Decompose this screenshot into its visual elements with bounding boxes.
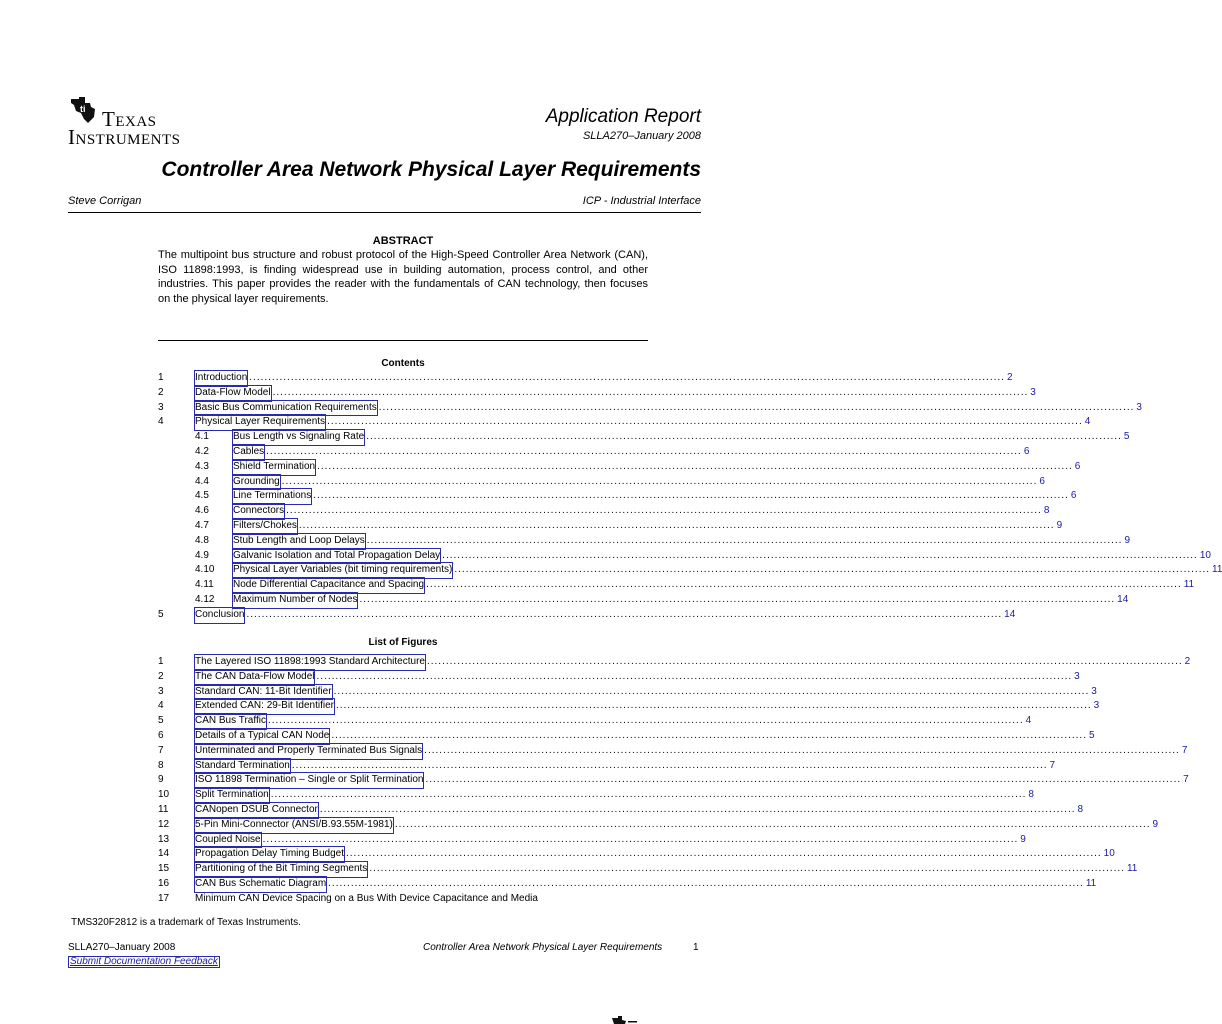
contents-entry-page[interactable]: 3	[1030, 386, 1036, 398]
contents-entry[interactable]	[158, 415, 1091, 430]
figure-entry-leader: ........................................................................................................................................................................................................	[424, 744, 1180, 756]
figure-entry[interactable]	[158, 714, 1032, 729]
figure-entry-leader: ........................................................................................................................................................................................................	[369, 863, 1125, 875]
figure-entry[interactable]	[158, 685, 1097, 700]
figure-entry-number: 14	[158, 848, 170, 860]
contents-entry-number: 4.2	[195, 445, 209, 457]
figure-entry-leader: ........................................................................................................................................................................................................	[426, 656, 1183, 667]
contents-entry[interactable]	[158, 445, 1030, 460]
figure-entry-title[interactable]: Propagation Delay Timing Budget	[195, 847, 344, 862]
figure-entry-title[interactable]: Partitioning of the Bit Timing Segments	[195, 862, 367, 877]
abstract-divider	[158, 340, 648, 341]
figure-entry-page[interactable]: 11	[1085, 877, 1097, 889]
contents-entry[interactable]	[158, 534, 1131, 549]
contents-entry-title[interactable]: Data-Flow Model	[195, 386, 271, 401]
figure-entry-page[interactable]: 4	[1025, 715, 1032, 727]
figure-entry[interactable]	[158, 833, 1026, 848]
abstract-heading: ABSTRACT	[372, 235, 434, 247]
figure-entry-title[interactable]: Details of a Typical CAN Node	[195, 729, 329, 744]
contents-entry-page[interactable]: 6	[1039, 475, 1045, 487]
ti-logo	[68, 95, 208, 149]
contents-entry-page[interactable]: 6	[1070, 490, 1077, 502]
trademark-note: TMS320F2812 is a trademark of Texas Instruments.	[71, 917, 301, 928]
figure-entry-link[interactable]	[195, 818, 1159, 833]
figure-entry[interactable]	[158, 655, 1191, 670]
page-number: 1	[693, 942, 699, 953]
contents-entry[interactable]	[158, 593, 1129, 608]
contents-entry-link[interactable]	[233, 504, 1050, 519]
figure-entry-link[interactable]	[195, 773, 1189, 788]
contents-entry-number: 4.10	[195, 564, 215, 576]
contents-entry-link[interactable]	[233, 489, 1077, 504]
contents-entry-link[interactable]	[233, 519, 1063, 534]
division: ICP - Industrial Interface	[582, 195, 701, 207]
contents-entry-number: 4.3	[195, 460, 209, 472]
contents-entry-page[interactable]: 11	[1212, 564, 1222, 576]
figure-entry-title[interactable]: Extended CAN: 29-Bit Identifier	[195, 699, 334, 714]
contents-entry-page[interactable]: 14	[1117, 593, 1129, 605]
contents-entry-number: 4.1	[195, 431, 209, 443]
figure-entry-leader: ........................................................................................................................................................................................................	[425, 774, 1182, 786]
contents-entry-leader: ........................................................................................................................................................................................................	[426, 579, 1182, 591]
figure-entry-link[interactable]	[195, 892, 648, 907]
figure-entry[interactable]	[158, 759, 1056, 774]
contents-entry-title[interactable]: Filters/Chokes	[233, 519, 297, 534]
contents-entry-title[interactable]: Cables	[233, 445, 264, 460]
contents-entry-link[interactable]	[233, 563, 1222, 578]
contents-entry-number: 4.11	[195, 579, 214, 591]
logo-text-texas: Texas	[102, 107, 157, 131]
contents-entry-number: 4.8	[195, 534, 209, 546]
figure-entry-page[interactable]: 7	[1049, 759, 1056, 771]
figure-entry-link[interactable]	[195, 759, 1056, 774]
contents-entry-link[interactable]	[195, 401, 1142, 416]
figure-entry-number: 16	[158, 877, 170, 889]
figure-entry-leader: ........................................................................................................................................................................................................	[267, 715, 1024, 727]
figure-entry-link[interactable]	[195, 877, 1097, 892]
contents-entry-title[interactable]: Conclusion	[195, 608, 244, 623]
figure-entry-link[interactable]	[195, 714, 1032, 729]
contents-entry-leader: ........................................................................................................................................................................................................	[359, 593, 1116, 605]
contents-heading: Contents	[381, 358, 425, 369]
figure-entry-title[interactable]: 5-Pin Mini-Connector (ANSI/B.93.55M-1981)	[195, 818, 393, 833]
figure-entry-number: 8	[158, 759, 164, 771]
contents-entry-page[interactable]: 5	[1123, 431, 1130, 443]
figure-entry-page[interactable]: 5	[1089, 729, 1095, 741]
contents-entry-number: 4.9	[195, 549, 209, 561]
contents-entry[interactable]	[158, 460, 1081, 475]
figure-entry-number: 1	[158, 656, 164, 667]
contents-entry[interactable]	[158, 386, 1036, 401]
figure-entry-leader: ........................................................................................................................................................................................................	[335, 700, 1092, 712]
figure-entry-number: 4	[158, 700, 164, 712]
figure-entry-number: 17	[158, 892, 170, 904]
figure-entry-title[interactable]: The CAN Data-Flow Model	[195, 670, 314, 685]
figure-entry-page[interactable]: 10	[1103, 848, 1115, 860]
abstract-text: The multipoint bus structure and robust protocol of the High-Speed Controller Area Network (CAN), ISO 11898:1993, is finding widespread use in building automation, process control, and other industries. This paper provides the reader with the fundamentals of CAN technology, then focuses on the physical layer requirements.	[158, 249, 648, 305]
figure-entry-page[interactable]: 8	[1028, 789, 1034, 801]
figure-entry-link[interactable]	[195, 670, 1080, 685]
figure-entry[interactable]	[158, 877, 1097, 892]
contents-entry-number: 2	[158, 386, 164, 398]
figure-entry[interactable]	[158, 773, 1189, 788]
figure-entry-number: 11	[158, 803, 169, 815]
figure-entry[interactable]	[158, 803, 1084, 818]
report-type: Application Report	[545, 106, 701, 127]
figure-entry-page[interactable]: 7	[1183, 774, 1189, 786]
contents-entry[interactable]	[158, 475, 1045, 490]
contents-entry-title[interactable]: Connectors	[233, 504, 284, 519]
contents-entry-number: 3	[158, 401, 164, 413]
contents-entry-link[interactable]	[233, 549, 1211, 564]
figure-entry[interactable]	[158, 818, 1159, 833]
figure-entry-number: 15	[158, 863, 170, 875]
figure-entry-leader: ........................................................................................................................................................................................................	[328, 877, 1084, 889]
figure-entry[interactable]	[158, 862, 1138, 877]
contents-entry-leader: ........................................................................................................................................................................................................	[366, 431, 1122, 443]
contents-entry-link[interactable]	[233, 460, 1081, 475]
contents-entry-link[interactable]	[233, 445, 1030, 460]
contents-entry-leader: ........................................................................................................................................................................................................	[454, 564, 1211, 576]
contents-entry[interactable]	[158, 578, 1195, 593]
figure-entry-page[interactable]: 2	[1184, 656, 1191, 667]
contents-entry-number: 4	[158, 416, 164, 428]
logo-text-instruments: Instruments	[68, 125, 181, 149]
figure-entry-leader: ........................................................................................................................................................................................................	[270, 789, 1027, 801]
figure-entry-title[interactable]: CAN Bus Schematic Diagram	[195, 877, 326, 892]
figure-entry[interactable]	[158, 788, 1034, 803]
contents-entry-leader: ........................................................................................................................................................................................................	[327, 416, 1083, 428]
figure-entry-number: 3	[158, 685, 164, 697]
contents-entry[interactable]	[158, 549, 1211, 564]
figure-entry-title[interactable]: The Layered ISO 11898:1993 Standard Architecture	[195, 655, 425, 670]
contents-entry-leader: ........................................................................................................................................................................................................	[281, 475, 1038, 487]
figure-entry-number: 7	[158, 744, 164, 756]
footer-title: Controller Area Network Physical Layer Requirements	[423, 942, 663, 953]
figure-entry[interactable]	[158, 892, 648, 907]
figure-entry-title[interactable]: CANopen DSUB Connector	[195, 803, 318, 818]
contents-entry-page[interactable]: 6	[1074, 460, 1081, 472]
contents-entry-link[interactable]	[233, 534, 1131, 549]
footer-report-id: SLLA270–January 2008	[68, 942, 176, 953]
figure-entry-leader: ........................................................................................................................................................................................................	[291, 759, 1048, 771]
contents-entry-page[interactable]: 14	[1004, 608, 1016, 620]
figure-entry-link[interactable]	[195, 699, 1100, 714]
contents-entry-leader: ........................................................................................................................................................................................................	[313, 490, 1069, 502]
figure-entry-title[interactable]: Split Termination	[195, 788, 269, 803]
contents-entry-page[interactable]: 11	[1183, 579, 1195, 591]
contents-entry-number: 4.4	[195, 475, 209, 487]
figure-entry[interactable]	[158, 699, 1100, 714]
figure-entry-number: 10	[158, 789, 170, 801]
contents-entry[interactable]	[158, 430, 1130, 445]
figure-entry-link[interactable]	[195, 833, 1026, 848]
contents-entry-leader: ........................................................................................................................................................................................................	[286, 505, 1042, 517]
contents-entry-title[interactable]: Node Differential Capacitance and Spacing	[233, 578, 424, 593]
contents-entry[interactable]	[158, 489, 1077, 504]
figure-entry-number: 6	[158, 729, 164, 741]
contents-entry-leader: ........................................................................................................................................................................................................	[272, 386, 1029, 398]
contents-entry-page[interactable]: 9	[1124, 534, 1131, 546]
figure-entry-number: 12	[158, 818, 170, 830]
contents-list	[158, 371, 1222, 623]
figure-entry-title[interactable]: CAN Bus Traffic	[195, 714, 266, 729]
contents-entry-leader: ........................................................................................................................................................................................................	[266, 445, 1022, 457]
figure-entry-title[interactable]: Minimum CAN Device Spacing on a Bus With Device Capacitance and Media	[195, 892, 538, 904]
contents-entry-number: 4.5	[195, 490, 209, 502]
figure-entry-number: 13	[158, 833, 170, 845]
author: Steve Corrigan	[68, 195, 142, 207]
contents-entry-number: 5	[158, 608, 164, 620]
contents-entry-leader: ........................................................................................................................................................................................................	[246, 608, 1003, 620]
report-id: SLLA270–January 2008	[582, 130, 701, 142]
figure-entry[interactable]	[158, 847, 1115, 862]
figure-entry[interactable]	[158, 744, 1188, 759]
figure-entry-title[interactable]: ISO 11898 Termination – Single or Split Termination	[195, 773, 423, 788]
contents-entry-leader: ........................................................................................................................................................................................................	[249, 372, 1005, 383]
figure-entry-leader: ........................................................................................................................................................................................................	[345, 848, 1102, 860]
contents-entry-title[interactable]: Basic Bus Communication Requirements	[195, 401, 377, 416]
contents-entry-page[interactable]: 8	[1043, 505, 1050, 517]
figure-entry-title[interactable]: Standard Termination	[195, 759, 290, 774]
figure-entry-leader: ........................................................................................................................................................................................................	[331, 729, 1087, 741]
contents-entry[interactable]	[158, 371, 1013, 386]
figure-entry-page[interactable]: 3	[1093, 700, 1100, 712]
figure-entry[interactable]	[158, 670, 1080, 685]
figure-entry-page[interactable]: 9	[1152, 818, 1159, 830]
contents-entry-link[interactable]	[195, 371, 1013, 386]
contents-entry-link[interactable]	[195, 415, 1091, 430]
figure-entry-link[interactable]	[195, 788, 1034, 803]
figure-entry-page[interactable]: 8	[1077, 803, 1084, 815]
contents-entry-leader: ........................................................................................................................................................................................................	[298, 519, 1055, 531]
figure-entry-leader: ........................................................................................................................................................................................................	[394, 818, 1151, 830]
contents-entry-title[interactable]: Maximum Number of Nodes	[233, 593, 357, 608]
figure-entry-link[interactable]	[195, 685, 1097, 700]
figure-entry-leader: ........................................................................................................................................................................................................	[319, 803, 1076, 815]
contents-entry-link[interactable]	[195, 608, 1016, 623]
contents-entry-page[interactable]: 3	[1136, 401, 1142, 413]
contents-entry-page[interactable]: 2	[1006, 372, 1013, 383]
figure-entry-title[interactable]: Coupled Noise	[195, 833, 261, 848]
contents-entry-link[interactable]	[233, 430, 1130, 445]
contents-entry-title[interactable]: Shield Termination	[233, 460, 315, 475]
ti-state-logo-icon	[68, 95, 98, 125]
contents-entry-title[interactable]: Physical Layer Requirements	[195, 415, 325, 430]
contents-entry[interactable]	[158, 563, 1222, 578]
ti-logo-fragment-icon	[610, 1012, 640, 1024]
contents-entry-link[interactable]	[233, 578, 1195, 593]
figure-entry-link[interactable]	[195, 862, 1138, 877]
figure-entry-link[interactable]	[195, 729, 1095, 744]
figure-entry-page[interactable]: 9	[1020, 833, 1026, 845]
contents-entry[interactable]	[158, 519, 1063, 534]
figure-entry-link[interactable]	[195, 847, 1115, 862]
contents-entry-leader: ........................................................................................................................................................................................................	[378, 401, 1135, 413]
contents-entry-link[interactable]	[233, 475, 1045, 490]
figure-entry-page[interactable]: 3	[1091, 685, 1097, 697]
contents-entry-page[interactable]: 9	[1056, 519, 1063, 531]
contents-entry-title[interactable]: Bus Length vs Signaling Rate	[233, 430, 364, 445]
contents-entry[interactable]	[158, 608, 1016, 623]
figure-entry-leader: ........................................................................................................................................................................................................	[333, 685, 1090, 697]
submit-feedback-link[interactable]: Submit Documentation Feedback	[70, 956, 218, 967]
figure-entry-title[interactable]: Standard CAN: 11-Bit Identifier	[195, 685, 332, 700]
figure-entry-page[interactable]: 7	[1181, 744, 1188, 756]
contents-entry-number: 4.12	[195, 593, 215, 605]
figure-entry-leader: ........................................................................................................................................................................................................	[316, 670, 1073, 682]
contents-entry-leader: ........................................................................................................................................................................................................	[366, 534, 1123, 546]
contents-entry-title[interactable]: Galvanic Isolation and Total Propagation Delay	[233, 549, 440, 564]
figures-heading: List of Figures	[368, 637, 438, 648]
contents-entry-title[interactable]: Stub Length and Loop Delays	[233, 534, 365, 549]
figure-entry-page[interactable]: 3	[1074, 670, 1080, 682]
contents-entry-title[interactable]: Line Terminations	[233, 489, 311, 504]
contents-entry[interactable]	[158, 401, 1142, 416]
contents-entry-page[interactable]: 4	[1084, 416, 1091, 428]
contents-entry[interactable]	[158, 504, 1050, 519]
figures-list	[158, 655, 1191, 907]
figure-entry[interactable]	[158, 729, 1095, 744]
contents-entry-title[interactable]: Introduction	[195, 371, 247, 386]
contents-entry-page[interactable]: 6	[1023, 445, 1030, 457]
header-divider	[68, 212, 701, 213]
contents-entry-page[interactable]: 10	[1199, 549, 1211, 561]
figure-entry-link[interactable]	[195, 655, 1191, 670]
figure-entry-number: 9	[158, 774, 164, 786]
contents-entry-number: 1	[158, 372, 164, 383]
figure-entry-link[interactable]	[195, 803, 1084, 818]
contents-entry-title[interactable]: Physical Layer Variables (bit timing requirements)	[233, 563, 452, 578]
contents-entry-number: 4.7	[195, 519, 209, 531]
figure-entry-page[interactable]: 11	[1126, 863, 1138, 875]
svg-text:ti: ti	[80, 104, 86, 114]
figure-entry-number: 2	[158, 670, 164, 682]
contents-entry-leader: ........................................................................................................................................................................................................	[317, 460, 1073, 472]
page-title: Controller Area Network Physical Layer Requirements	[161, 158, 701, 181]
contents-entry-number: 4.6	[195, 505, 209, 517]
contents-entry-title[interactable]: Grounding	[233, 475, 280, 490]
figure-entry-number: 5	[158, 715, 164, 727]
figure-entry-link[interactable]	[195, 744, 1188, 759]
figure-entry-title[interactable]: Unterminated and Properly Terminated Bus Signals	[195, 744, 422, 759]
figure-entry-leader: ........................................................................................................................................................................................................	[262, 833, 1019, 845]
contents-entry-link[interactable]	[233, 593, 1129, 608]
contents-entry-leader: ........................................................................................................................................................................................................	[442, 549, 1198, 561]
contents-entry-link[interactable]	[195, 386, 1036, 401]
